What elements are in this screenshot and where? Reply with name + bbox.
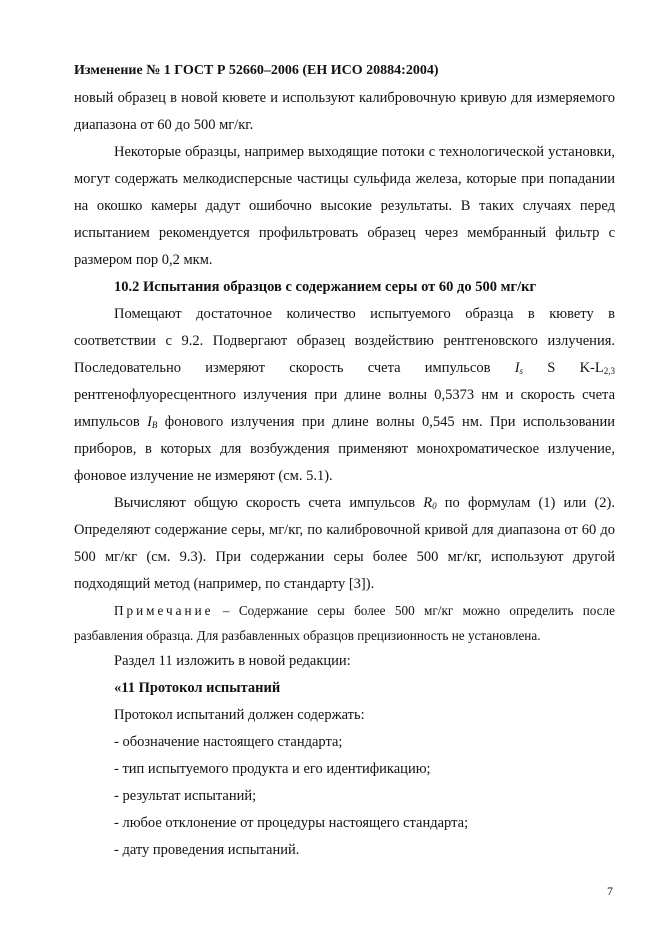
list-item: - дату проведения испытаний. <box>114 842 300 858</box>
document-page <box>74 62 615 864</box>
symbol-r0: $R_0$ <box>423 495 437 511</box>
paragraph-6: Протокол испытаний должен содержать: <box>114 707 365 723</box>
note <box>74 598 615 648</box>
paragraph-4: Вычисляют общую скорость счета импульсов $R_0$ по формулам (1) или (2). Определяют содержание серы, мг/кг, по калибровочной кривой для диапазона от 60 до 500 мг/кг (см. 9.3). При содержании серы более 500 мг/кг, используют другой подходящий метод (например, по стандарту [3]). <box>74 495 615 592</box>
note-label: Примечание <box>114 603 214 618</box>
document-header: Изменение № 1 ГОСТ Р 52660–2006 (ЕН ИСО 20884:2004) <box>74 63 439 78</box>
list-item: - тип испытуемого продукта и его идентификацию; <box>114 761 431 777</box>
paragraph-1: новый образец в новой кювете и используют калибровочную кривую для измеряемого диапазона от 60 до 500 мг/кг. <box>74 90 615 133</box>
note-text: – Содержание серы более 500 мг/кг можно определить после разбавления образца. Для разбавленных образцов прецизионность не установлена. <box>74 603 615 643</box>
symbol-is: $I_s$ <box>514 360 524 376</box>
paragraph-3: Помещают достаточное количество испытуемого образца в кювету в соответствии с 9.2. Подвергают образец воздействию рентгеновского излучения. Последовательно измеряют скорость счета импульсов $I_s$ S $K-L_{2,3}$ рентгенофлуоресцентного излучения при длине волны 0,5373 нм и скорость счета импульсов $I_B$ фонового излучения при длине волны 0,545 нм. При использовании приборов, в которых для возбуждения применяют монохроматическое излучение, фоновое излучение не измеряют (см. 5.1). <box>74 306 615 484</box>
list-item: - результат испытаний; <box>114 788 257 804</box>
paragraph-5: Раздел 11 изложить в новой редакции: <box>114 653 351 669</box>
paragraph-2: Некоторые образцы, например выходящие потоки с технологической установки, могут содержать мелкодисперсные частицы сульфида железа, которые при попадании на окошко камеры дадут ошибочно высокие результаты. В таких случаях перед испытанием рекомендуется профильтровать образец через мембранный фильтр с размером пор 0,2 мкм. <box>74 144 615 268</box>
page-number: 7 <box>607 884 613 898</box>
list-item: - любое отклонение от процедуры настоящего стандарта; <box>114 815 469 831</box>
symbol-ib: $I_B$ <box>147 414 158 430</box>
section-heading-10-2: 10.2 Испытания образцов с содержанием серы от 60 до 500 мг/кг <box>114 279 537 295</box>
section-heading-11: «11 Протокол испытаний <box>114 680 281 696</box>
list-item: - обозначение настоящего стандарта; <box>114 734 343 750</box>
